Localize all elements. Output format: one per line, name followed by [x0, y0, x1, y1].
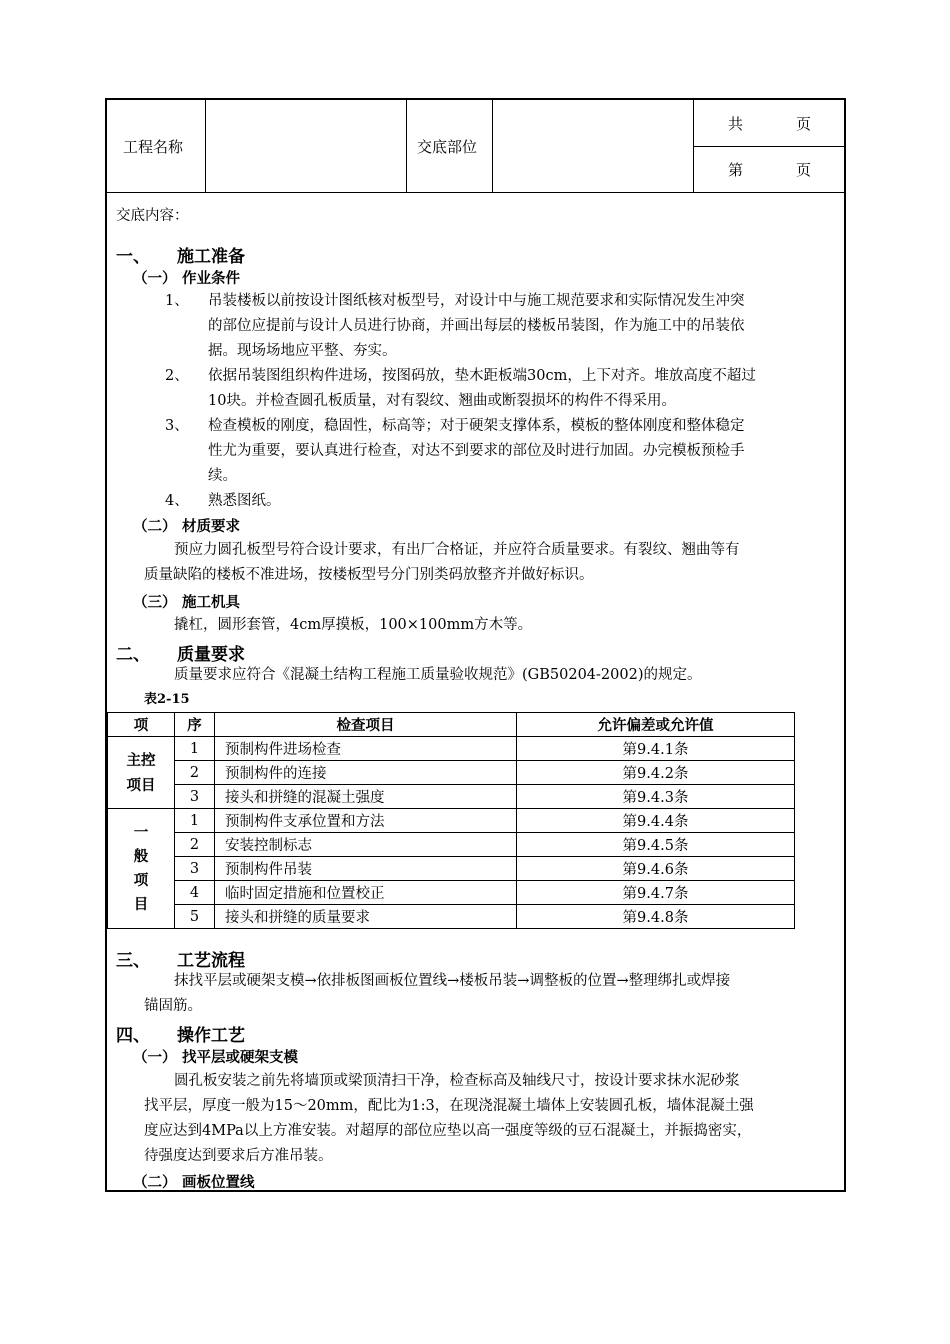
s4-sub2-num: （二）: [133, 1174, 177, 1191]
s1-sub2-line-1: 预应力圆孔板型号符合设计要求，有出厂合格证，并应符合质量要求。有裂纹、翘曲等有: [174, 542, 740, 558]
page-no-prefix: 第: [728, 160, 744, 179]
row-item: 接头和拼缝的混凝土强度: [215, 785, 517, 809]
table-row: [108, 785, 795, 809]
section-3-num: 三、: [116, 951, 150, 971]
item-1-line-1: 吊装楼板以前按设计图纸核对板型号，对设计中与施工规范要求和实际情况发生冲突: [208, 293, 745, 309]
row-value: 第9.4.6条: [517, 857, 795, 881]
group-general-cell: [108, 809, 175, 929]
s1-sub1-title: 作业条件: [182, 270, 240, 287]
item-1-line-2: 的部位应提前与设计人员进行协商，并画出每层的楼板吊装图，作为施工中的吊装依: [208, 318, 745, 334]
row-no: 1: [175, 737, 215, 761]
row-no: 2: [175, 761, 215, 785]
group-main-line-2: 项目: [126, 776, 156, 794]
row-no: 1: [175, 809, 215, 833]
s1-sub2-title: 材质要求: [182, 518, 240, 535]
s1-sub3-title: 施工机具: [182, 594, 240, 611]
row-item: 预制构件进场检查: [215, 737, 517, 761]
row-value: 第9.4.8条: [517, 905, 795, 929]
section-1-num: 一、: [116, 247, 150, 267]
group-main-line-1: 主控: [126, 751, 156, 769]
item-3-line-3: 续。: [208, 468, 237, 484]
item-3-line-1: 检查模板的刚度，稳固性，标高等；对于硬架支撑体系，模板的整体刚度和整体稳定: [208, 418, 745, 434]
s4-sub1-line-3: 度应达到4MPa以上方准安装。对超厚的部位应垫以高一强度等级的豆石混凝土，并振捣密实，: [144, 1123, 752, 1139]
s3-line-2: 锚固筋。: [144, 998, 202, 1014]
header-table: [107, 100, 844, 193]
group-general-line-1: 一: [133, 823, 149, 841]
item-3-num: 3、: [165, 418, 189, 434]
group-general-line-4: 目: [133, 895, 149, 913]
table-row: [108, 857, 795, 881]
s4-sub1-line-1: 圆孔板安装之前先将墙顶或梁顶清扫干净，检查标高及轴线尺寸，按设计要求抹水泥砂浆: [174, 1073, 740, 1089]
item-4-num: 4、: [165, 493, 189, 509]
row-item: 安装控制标志: [215, 833, 517, 857]
s3-line-1: 抹找平层或硬架支模→依排板图画板位置线→楼板吊装→调整板的位置→整理绑扎或焊接: [174, 973, 731, 989]
s4-sub1-title: 找平层或硬架支模: [182, 1049, 298, 1066]
row-item: 临时固定措施和位置校正: [215, 881, 517, 905]
col-header-category: 项: [108, 713, 175, 737]
group-main-cell: [108, 737, 175, 809]
row-value: 第9.4.7条: [517, 881, 795, 905]
row-item: 接头和拼缝的质量要求: [215, 905, 517, 929]
group-general-line-2: 般: [133, 847, 149, 865]
location-label: 交底部位: [407, 100, 493, 192]
row-value: 第9.4.3条: [517, 785, 795, 809]
col-header-no: 序: [175, 713, 215, 737]
s1-sub3-text: 撬杠，圆形套管，4cm厚摸板，100×100mm方木等。: [174, 617, 533, 633]
row-value: 第9.4.2条: [517, 761, 795, 785]
item-2-num: 2、: [165, 368, 189, 384]
item-4-line-1: 熟悉图纸。: [208, 493, 281, 509]
row-value: 第9.4.4条: [517, 809, 795, 833]
s4-sub1-line-4: 待强度达到要求后方准吊装。: [144, 1148, 333, 1164]
row-no: 3: [175, 857, 215, 881]
row-item: 预制构件的连接: [215, 761, 517, 785]
table-row: [108, 881, 795, 905]
content-label: 交底内容：: [116, 208, 189, 224]
page-no-suffix: 页: [796, 160, 812, 179]
row-no: 3: [175, 785, 215, 809]
table-row: [108, 761, 795, 785]
item-1-line-3: 据。现场场地应平整、夯实。: [208, 343, 397, 359]
s1-sub2-line-2: 质量缺陷的楼板不准进场，按楼板型号分门别类码放整齐并做好标识。: [144, 567, 594, 583]
table-row: [108, 833, 795, 857]
project-name-value: [206, 100, 407, 192]
s4-sub1-num: （一）: [133, 1049, 177, 1066]
item-1-num: 1、: [165, 293, 189, 309]
row-value: 第9.4.1条: [517, 737, 795, 761]
row-no: 2: [175, 833, 215, 857]
table-caption: 表2-15: [144, 692, 190, 707]
section-1-title: 施工准备: [177, 247, 245, 267]
document-frame: [105, 98, 846, 1192]
section-2-title: 质量要求: [177, 645, 245, 665]
section-2-num: 二、: [116, 645, 150, 665]
total-pages-suffix: 页: [796, 114, 812, 133]
row-value: 第9.4.5条: [517, 833, 795, 857]
item-2-line-1: 依据吊装图组织构件进场，按图码放，垫木距板端30cm，上下对齐。堆放高度不超过: [208, 368, 756, 384]
row-item: 预制构件支承位置和方法: [215, 809, 517, 833]
s1-sub1-num: （一）: [133, 270, 177, 287]
col-header-item: 检查项目: [215, 713, 517, 737]
table-row: [108, 737, 795, 761]
quality-table: [107, 712, 795, 929]
table-row: [108, 905, 795, 929]
row-item: 预制构件吊装: [215, 857, 517, 881]
row-no: 4: [175, 881, 215, 905]
s1-sub2-num: （二）: [133, 518, 177, 535]
s2-text: 质量要求应符合《混凝土结构工程施工质量验收规范》(GB50204-2002)的规定。: [174, 667, 702, 683]
s1-sub3-num: （三）: [133, 594, 177, 611]
table-row: [108, 809, 795, 833]
item-3-line-2: 性尤为重要，要认真进行检查，对达不到要求的部位及时进行加固。办完模板预检手: [208, 443, 745, 459]
page-no-cell: [694, 146, 844, 192]
total-pages-cell: [694, 100, 844, 147]
s4-sub2-title: 画板位置线: [182, 1174, 255, 1191]
section-3-title: 工艺流程: [177, 951, 245, 971]
col-header-value: 允许偏差或允许值: [517, 713, 795, 737]
table-header-row: [108, 713, 795, 737]
project-name-label: 工程名称: [107, 100, 206, 192]
location-value: [493, 100, 694, 192]
group-general-line-3: 项: [133, 871, 149, 889]
section-4-num: 四、: [116, 1026, 150, 1046]
item-2-line-2: 10块。并检查圆孔板质量，对有裂纹、翘曲或断裂损坏的构件不得采用。: [208, 393, 676, 409]
section-4-title: 操作工艺: [177, 1026, 245, 1046]
total-pages-prefix: 共: [728, 114, 744, 133]
row-no: 5: [175, 905, 215, 929]
s4-sub1-line-2: 找平层，厚度一般为15～20mm，配比为1:3，在现浇混凝土墙体上安装圆孔板，墙体混凝土强: [144, 1098, 754, 1114]
